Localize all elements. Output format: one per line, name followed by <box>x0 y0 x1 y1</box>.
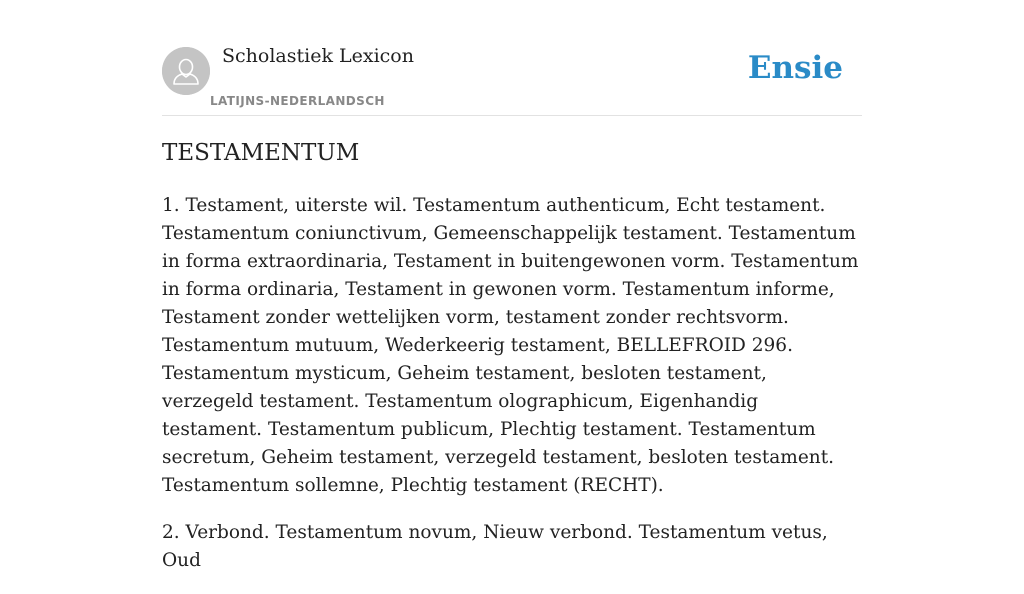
definition-paragraph-2: 2. Verbond. Testamentum novum, Nieuw verbond. Testamentum vetus, Oud <box>162 522 828 571</box>
source-header <box>162 0 862 116</box>
content-container <box>162 0 862 571</box>
entry-title: TESTAMENTUM <box>162 140 360 166</box>
source-name[interactable]: Scholastiek Lexicon <box>222 45 414 67</box>
definition-paragraph-1: 1. Testament, uiterste wil. Testamentum authenticum, Echt testament. Testamentum coniunctivum, Gemeenschappelijk testament. Testamentum in forma extraordinaria, Testament in buitengewonen vorm. Testamentum in forma ordinaria, Testament in gewonen vorm. Testamentum informe, Testament zonder wettelijken vorm, testament zonder rechtsvorm. Testamentum mutuum, Wederkeerig testament, BELLEFROID 296. Testamentum mysticum, Geheim testament, besloten testament, verzegeld testament. Testamentum olographicum, Eigenhandig testament. Testamentum publicum, Plechtig testament. Testamentum secretum, Geheim testament, verzegeld testament, besloten testament. Testamentum sollemne, Plechtig testament (RECHT). <box>162 195 859 496</box>
brand-logo[interactable]: Ensie <box>747 50 843 86</box>
source-subtitle: LATIJNS-NEDERLANDSCH <box>210 94 385 108</box>
user-placeholder-icon <box>162 47 210 95</box>
entry-definition <box>162 192 862 594</box>
avatar[interactable] <box>162 47 210 95</box>
